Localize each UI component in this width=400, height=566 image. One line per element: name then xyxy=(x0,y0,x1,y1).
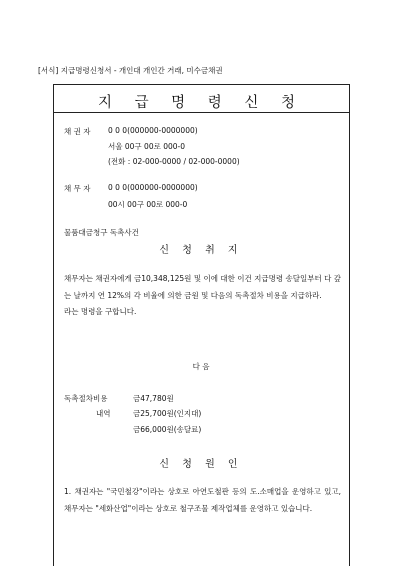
debtor-address: 00시 00구 00로 000-0 xyxy=(108,200,188,209)
costs-label: 독촉절차비용 xyxy=(64,394,108,403)
creditor-label: 채 권 자 xyxy=(64,127,91,136)
costs-service: 금66,000원(송달료) xyxy=(133,425,202,434)
document-title: 지 급 명 령 신 청 xyxy=(97,95,305,111)
purpose-heading: 신 청 취 지 xyxy=(159,245,243,256)
cause-heading: 신 청 원 인 xyxy=(159,459,243,470)
creditor-name: 0 0 0(000000-0000000) xyxy=(108,126,198,135)
costs-stamp: 금25,700원(인지대) xyxy=(133,409,202,418)
purpose-text: 채무자는 채권자에게 금10,348,125원 및 이에 대한 이건 지급명령 송달일부터 다 갚는 날까지 연 12%의 각 비율에 의한 금원 및 다음의 독촉절차 비용을 지급하라. xyxy=(64,274,341,300)
purpose-body xyxy=(64,271,341,321)
creditor-phone: (전화 : 02-000-0000 / 02-000-0000) xyxy=(108,157,240,166)
case-name: 물품대금청구 독촉사건 xyxy=(64,228,139,237)
debtor-name: 0 0 0(000000-0000000) xyxy=(108,183,198,192)
costs-total: 금47,780원 xyxy=(133,394,174,403)
frame-top-line xyxy=(53,84,349,85)
form-caption: [서식] 지급명령신청서 - 개인대 개인간 거래, 미수금채권 xyxy=(38,66,223,75)
cause-body xyxy=(64,484,341,517)
creditor-address: 서울 00구 00로 000-0 xyxy=(108,142,186,151)
purpose-closing: 라는 명령을 구합니다. xyxy=(64,307,137,316)
next-label: 다 음 xyxy=(192,362,210,371)
cause-text: 1. 채권자는 "국민철강"이라는 상호로 아연도철판 등의 도.소매업을 운영하고 있고, 채무자는 "세화산업"이라는 상호로 철구조물 제작업체를 운영하고 있습니다. xyxy=(64,487,341,513)
debtor-label: 채 무 자 xyxy=(64,184,91,193)
costs-detail-label: 내역 xyxy=(96,409,111,418)
title-divider xyxy=(53,112,349,113)
